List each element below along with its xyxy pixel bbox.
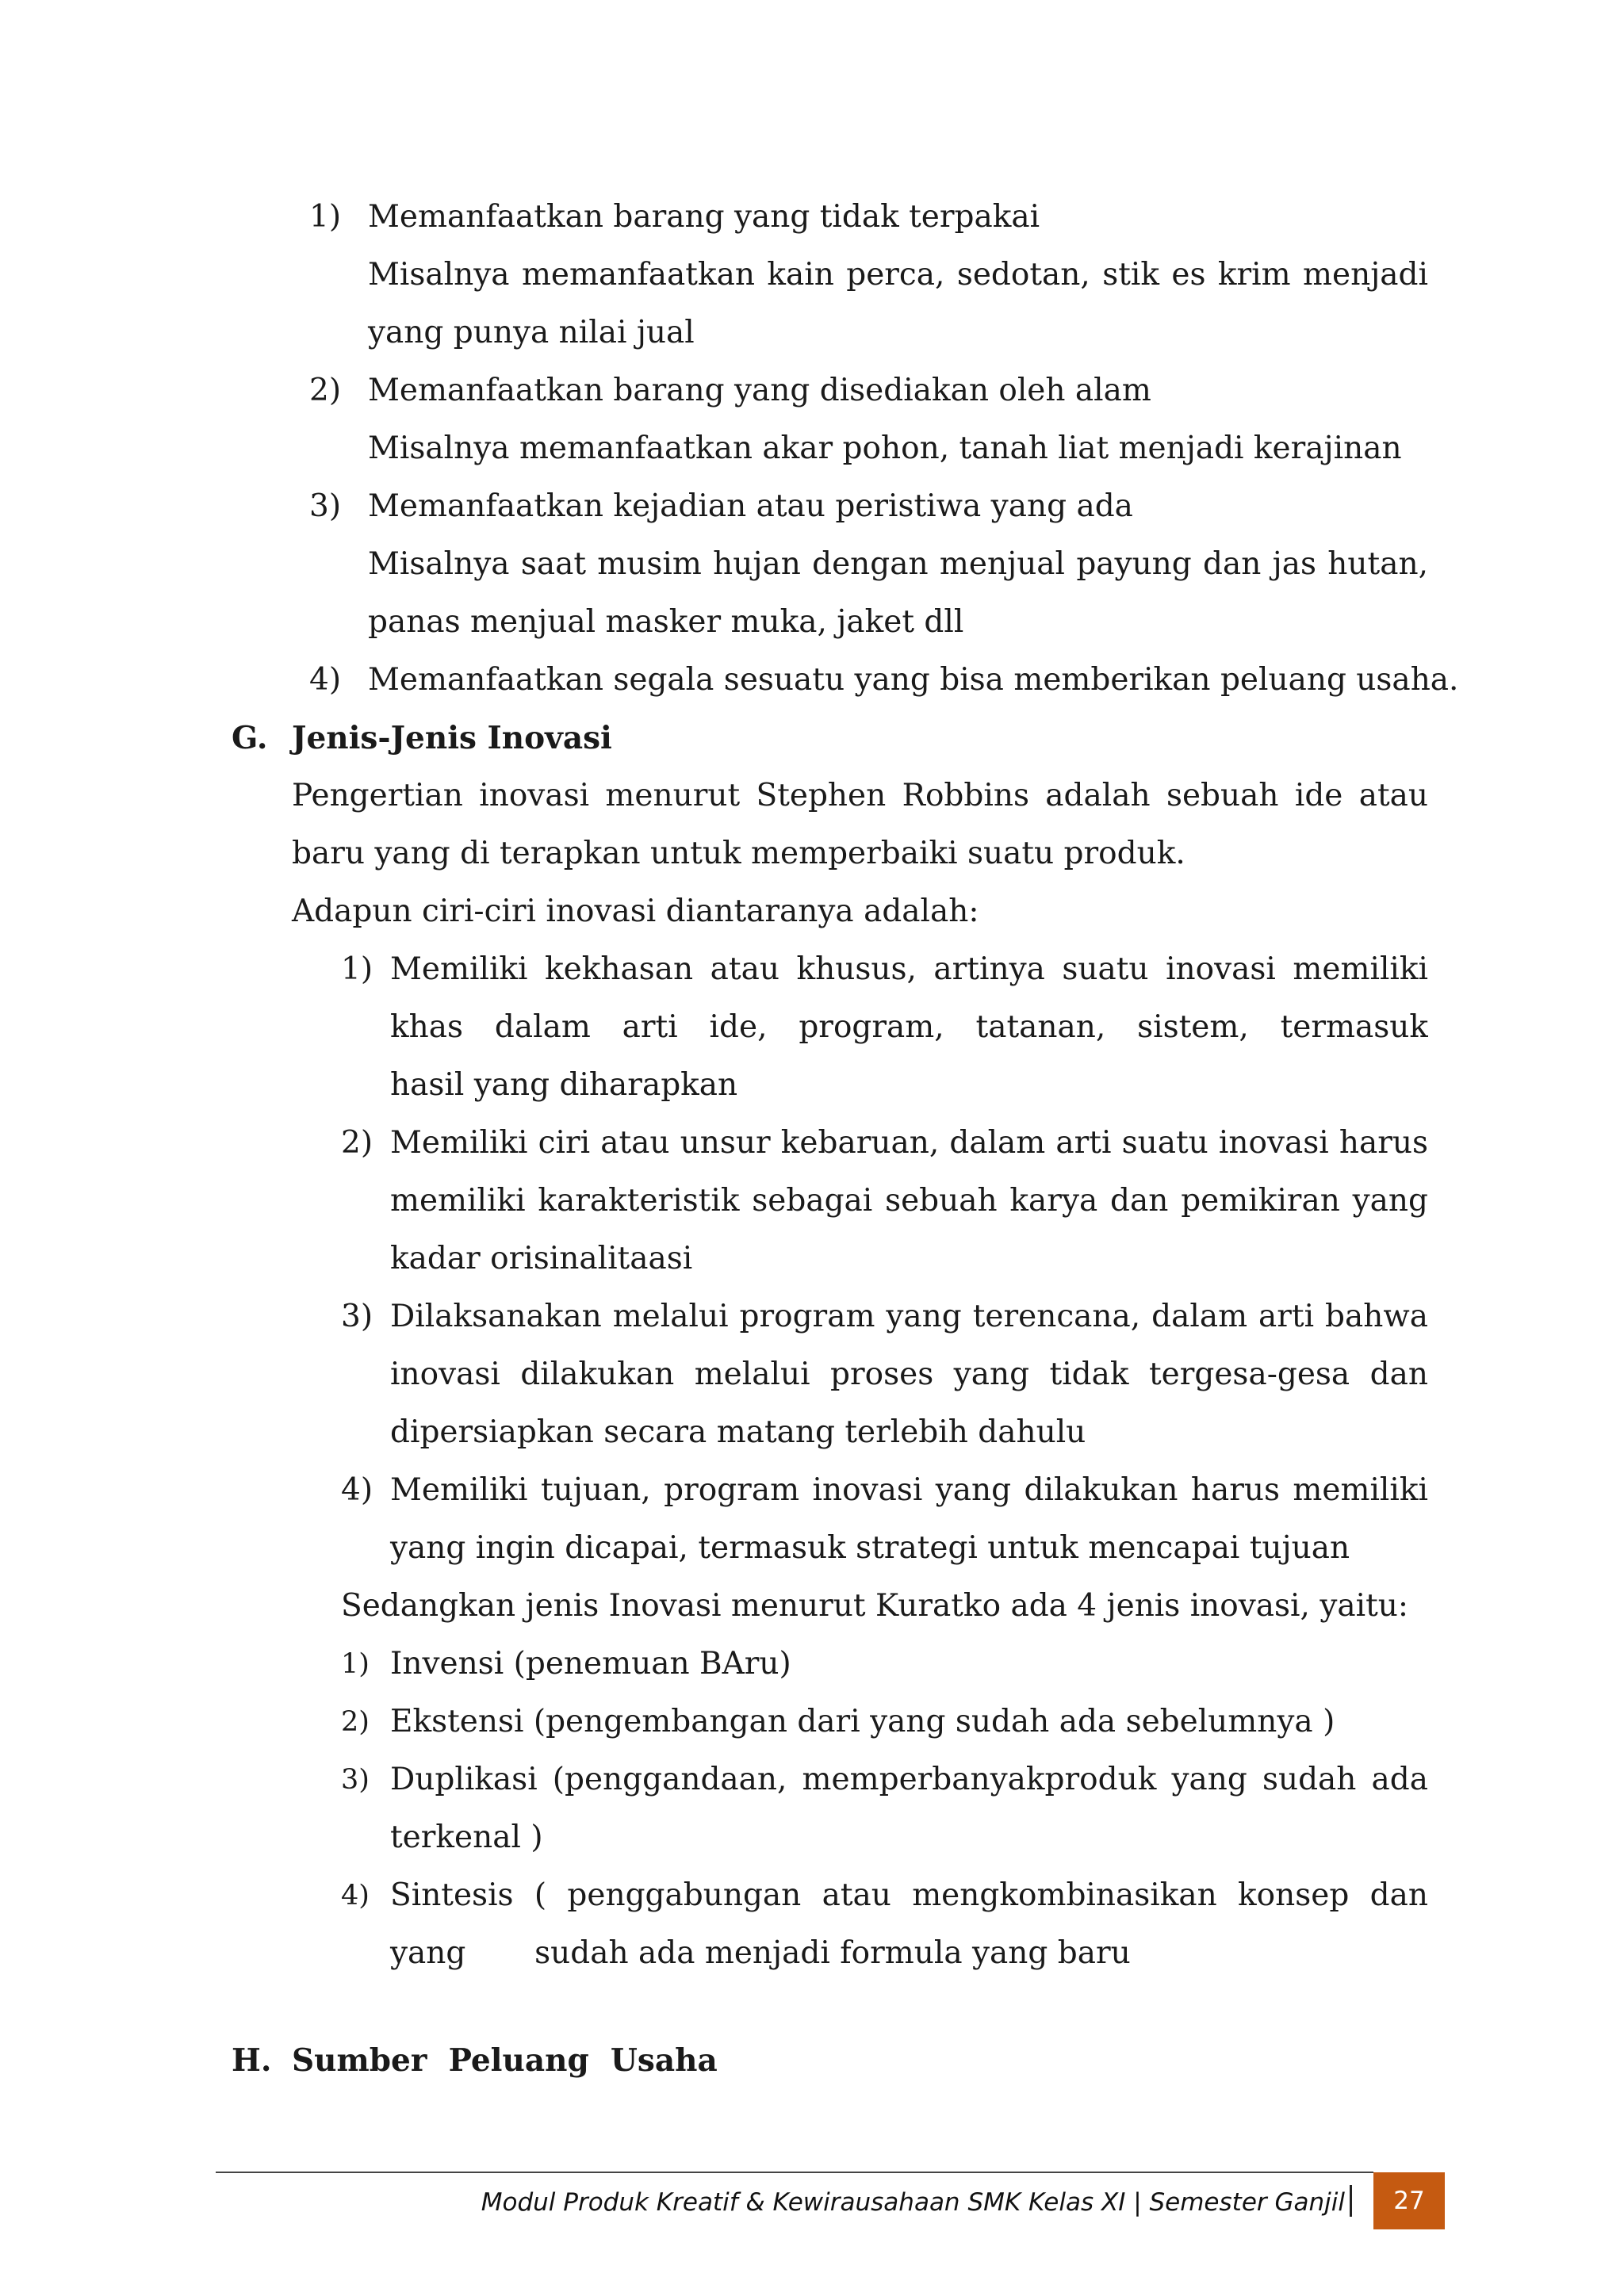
list-item-line: Invensi (penemuan BAru) (390, 1646, 791, 1682)
list-number: 4) (341, 1472, 373, 1508)
list-item-description: Misalnya memanfaatkan kain perca, sedotan, stik es krim menjadi (368, 257, 1428, 293)
list-number: 1) (309, 199, 342, 235)
list-item-line: yang sudah ada menjadi formula yang baru (390, 1935, 1131, 1971)
footer-text: Modul Produk Kreatif & Kewirausahaan SMK Kelas XI | Semester Ganjil (481, 2188, 1345, 2217)
list-item-description: Misalnya saat musim hujan dengan menjual payung dan jas hutan, (368, 546, 1428, 582)
list-number: 3) (341, 1764, 370, 1796)
list-item-title: Memanfaatkan segala sesuatu yang bisa memberikan peluang usaha. (368, 662, 1459, 698)
list-item-title: Memanfaatkan barang yang disediakan oleh alam (368, 373, 1151, 408)
list-item-title: Memanfaatkan barang yang tidak terpakai (368, 199, 1040, 235)
section-heading: Sumber Peluang Usaha (292, 2042, 718, 2079)
list-number: 2) (341, 1125, 373, 1161)
list-item-line: yang ingin dicapai, termasuk strategi untuk mencapai tujuan (390, 1530, 1350, 1566)
footer-divider (216, 2172, 1373, 2173)
list-item-line: terkenal ) (390, 1820, 543, 1855)
list-item-title: Memanfaatkan kejadian atau peristiwa yang ada (368, 488, 1133, 524)
list-item-line: khas dalam arti ide, program, tatanan, sistem, termasuk (390, 1009, 1428, 1045)
list-item-description: yang punya nilai jual (368, 315, 695, 350)
list-number: 3) (309, 488, 342, 524)
list-item-line: Sintesis ( penggabungan atau mengkombinasikan konsep dan (390, 1877, 1428, 1913)
paragraph-line: Pengertian inovasi menurut Stephen Robbins adalah sebuah ide atau (292, 778, 1428, 813)
section-heading: Jenis-Jenis Inovasi (292, 720, 612, 756)
paragraph-line: Sedangkan jenis Inovasi menurut Kuratko ada 4 jenis inovasi, yaitu: (341, 1588, 1409, 1624)
list-item-line: Memiliki kekhasan atau khusus, artinya suatu inovasi memiliki (390, 951, 1428, 987)
list-item-description: Misalnya memanfaatkan akar pohon, tanah liat menjadi kerajinan (368, 430, 1402, 466)
list-number: 1) (341, 1648, 370, 1680)
list-number: 1) (341, 951, 373, 987)
list-number: 3) (341, 1299, 373, 1334)
list-item-line: kadar orisinalitaasi (390, 1241, 693, 1276)
list-item-line: memiliki karakteristik sebagai sebuah karya dan pemikiran yang (390, 1183, 1428, 1219)
list-item-line: Memiliki ciri atau unsur kebaruan, dalam arti suatu inovasi harus (390, 1125, 1428, 1161)
page-number: 27 (1373, 2172, 1445, 2229)
list-number: 2) (309, 373, 342, 408)
list-item-description: panas menjual masker muka, jaket dll (368, 604, 964, 640)
list-item-line: Ekstensi (pengembangan dari yang sudah ada sebelumnya ) (390, 1704, 1335, 1739)
list-item-line: Duplikasi (penggandaan, memperbanyakproduk yang sudah ada (390, 1762, 1428, 1797)
section-letter: H. (232, 2042, 272, 2079)
section-letter: G. (232, 720, 268, 756)
list-number: 4) (309, 662, 342, 698)
footer-separator (1350, 2185, 1352, 2217)
list-number: 2) (341, 1706, 370, 1738)
list-item-line: hasil yang diharapkan (390, 1067, 738, 1103)
list-number: 4) (341, 1880, 370, 1911)
paragraph-line: baru yang di terapkan untuk memperbaiki suatu produk. (292, 836, 1185, 871)
list-item-line: dipersiapkan secara matang terlebih dahulu (390, 1414, 1086, 1450)
list-item-line: Dilaksanakan melalui program yang terencana, dalam arti bahwa (390, 1299, 1428, 1334)
paragraph-line: Adapun ciri-ciri inovasi diantaranya adalah: (292, 894, 979, 929)
list-item-line: Memiliki tujuan, program inovasi yang dilakukan harus memiliki (390, 1472, 1428, 1508)
list-item-line: inovasi dilakukan melalui proses yang tidak tergesa-gesa dan (390, 1357, 1428, 1392)
